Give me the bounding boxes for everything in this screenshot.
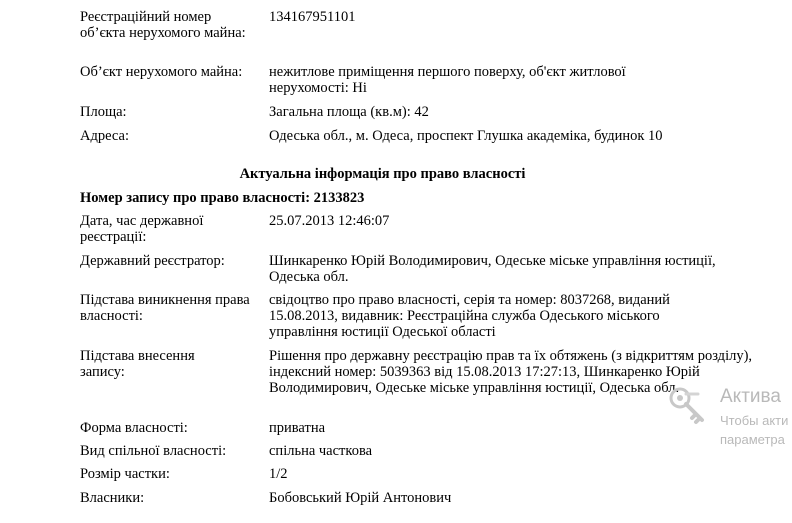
registration-number-value: 134167951101 <box>269 9 356 25</box>
key-icon <box>668 386 712 432</box>
ownership-form-label: Форма власності: <box>80 420 188 436</box>
address-value: Одеська обл., м. Одеса, проспект Глушка академіка, будинок 10 <box>269 128 663 144</box>
joint-type-label: Вид спільної власності: <box>80 443 227 459</box>
basis-origin-value: свідоцтво про право власності, серія та номер: 8037268, виданий 15.08.2013, видавник: Реєстраційна служба Одеського міського управління юстиції Одеської області <box>269 292 670 340</box>
basis-entry-value: Рішення про державну реєстрацію прав та їх обтяжень (з відкриттям розділу), індексний номер: 5039363 від 15.08.2013 17:27:13, Шинкаренко Юрій Володимирович, Одеське міське управління юстиції, Одеська обл. <box>269 348 753 396</box>
watermark-line-1: Чтобы акти <box>720 413 789 428</box>
ownership-record-heading: Номер запису про право власності: 2133823 <box>80 190 365 206</box>
ownership-section-title: Актуальна інформація про право власності <box>239 166 526 182</box>
owners-value: Бобовський Юрій Антонович <box>269 490 452 506</box>
address-label: Адреса: <box>80 128 129 144</box>
object-value: нежитлове приміщення першого поверху, об'єкт житлової нерухомості: Ні <box>269 64 626 96</box>
area-value: Загальна площа (кв.м): 42 <box>269 104 429 120</box>
share-label: Розмір частки: <box>80 466 170 482</box>
registration-date-value: 25.07.2013 12:46:07 <box>269 213 390 229</box>
registration-date-label: Дата, час державної реєстрації: <box>80 213 204 245</box>
basis-origin-label: Підстава виникнення права власності: <box>80 292 250 324</box>
joint-type-value: спільна часткова <box>269 443 373 459</box>
share-value: 1/2 <box>269 466 288 482</box>
windows-activation-watermark <box>668 386 792 456</box>
watermark-title: Актива <box>720 386 781 407</box>
ownership-form-value: приватна <box>269 420 326 436</box>
basis-entry-label: Підстава внесення запису: <box>80 348 195 380</box>
object-label: Об’єкт нерухомого майна: <box>80 64 243 80</box>
registration-number-label: Реєстраційний номер об’єкта нерухомого майна: <box>80 9 246 41</box>
area-label: Площа: <box>80 104 127 120</box>
registrar-value: Шинкаренко Юрій Володимирович, Одеське міське управління юстиції, Одеська обл. <box>269 253 716 285</box>
owners-label: Власники: <box>80 490 145 506</box>
registrar-label: Державний реєстратор: <box>80 253 225 269</box>
watermark-line-2: параметра <box>720 432 785 447</box>
